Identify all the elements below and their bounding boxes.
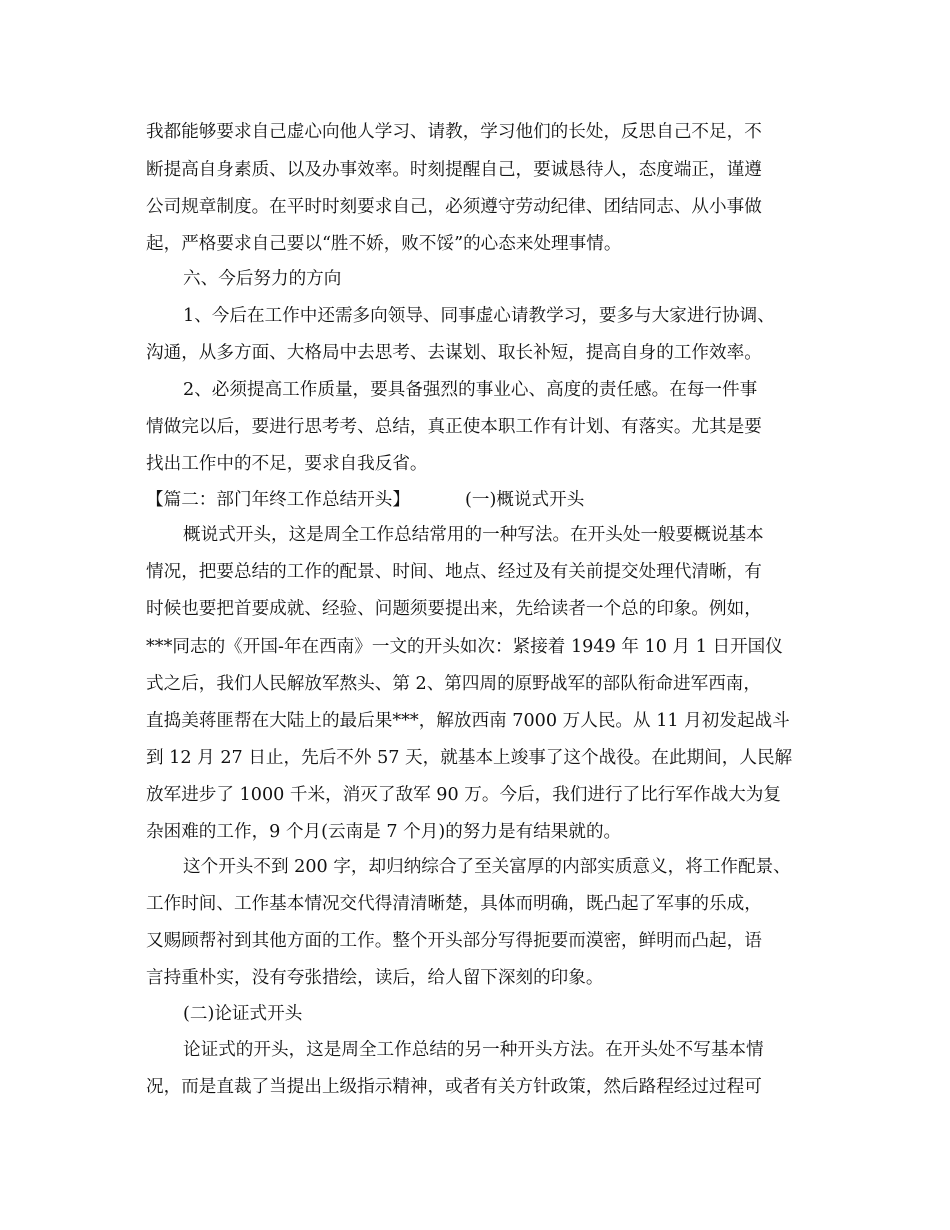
text-line: 2、必须提高工作质量，要具备强烈的事业心、高度的责任感。在每一件事 [183, 380, 758, 400]
text-line: 杂困难的工作，9 个月(云南是 7 个月)的努力是有结果就的。 [146, 822, 622, 842]
text-line: 起，严格要求自己要以“胜不娇，败不馁”的心态来处理事情。 [146, 234, 622, 254]
article-heading-row [146, 483, 816, 517]
text-line: 况，而是直裁了当提出上级指示精神，或者有关方针政策，然后路程经过过程可 [146, 1077, 762, 1097]
text-line: 断提高自身素质、以及办事效率。时刻提醒自己，要诚恳待人，态度端正，谨遵 [146, 160, 762, 180]
text-line: 时候也要把首要成就、经验、问题须要提出来，先给读者一个总的印象。例如， [146, 599, 762, 619]
section-heading: 六、今后努力的方向 [183, 269, 342, 289]
text-line: 论证式的开头，这是周全工作总结的另一种开头方法。在开头处不写基本情 [183, 1040, 764, 1060]
text-line: 又赐顾帮衬到其他方面的工作。整个开头部分写得扼要而漠密，鲜明而凸起，语 [146, 931, 762, 951]
text-line: 到 12 月 27 日止，先后不外 57 天，就基本上竣事了这个战役。在此期间，人民解 [146, 748, 793, 768]
text-line: 这个开头不到 200 字，却归纳综合了至关富厚的内部实质意义，将工作配景、 [183, 857, 791, 877]
text-line: 放军进步了 1000 千米，消灭了敌军 90 万。今后，我们进行了比行军作战大为复 [146, 785, 781, 805]
text-line: 我都能够要求自己虚心向他人学习、请教，学习他们的长处，反思自己不足，不 [146, 122, 762, 142]
text-line: 情做完以后，要进行思考考、总结，真正使本职工作有计划、有落实。尤其是要 [146, 417, 762, 437]
text-line: 找出工作中的不足，要求自我反省。 [146, 454, 428, 474]
text-line: 公司规章制度。在平时时刻要求自己，必须遵守劳动纪律、团结同志、从小事做 [146, 197, 762, 217]
text-line: 1、今后在工作中还需多向领导、同事虚心请教学习，要多与大家进行协调、 [183, 306, 775, 326]
text-line: 概说式开头，这是周全工作总结常用的一种写法。在开头处一般要概说基本 [183, 525, 764, 545]
text-line: 言持重朴实，没有夸张措绘，读后，给人留下深刻的印象。 [146, 968, 604, 988]
text-line: 情况，把要总结的工作的配景、时间、地点、经过及有关前提交处理代清晰，有 [146, 562, 762, 582]
text-line: ***同志的《开国-年在西南》一文的开头如次：紧接着 1949 年 10 月 1 日开国仪 [146, 637, 783, 657]
subsection-heading: (一)概说式开头 [465, 490, 585, 510]
text-line: 式之后，我们人民解放军熬头、第 2、第四周的原野战军的部队衔命进军西南， [146, 674, 761, 694]
article-title: 【篇二：部门年终工作总结开头】 [146, 490, 410, 510]
text-line: 工作时间、工作基本情况交代得清清晰楚，具体而明确，既凸起了军事的乐成， [146, 894, 762, 914]
text-line: 直捣美蒋匪帮在大陆上的最后果***，解放西南 7000 万人民。从 11 月初发起战斗 [146, 711, 790, 731]
subsection-heading: (二)论证式开头 [183, 1004, 303, 1024]
text-line: 沟通，从多方面、大格局中去思考、去谋划、取长补短，提高自身的工作效率。 [146, 343, 762, 363]
